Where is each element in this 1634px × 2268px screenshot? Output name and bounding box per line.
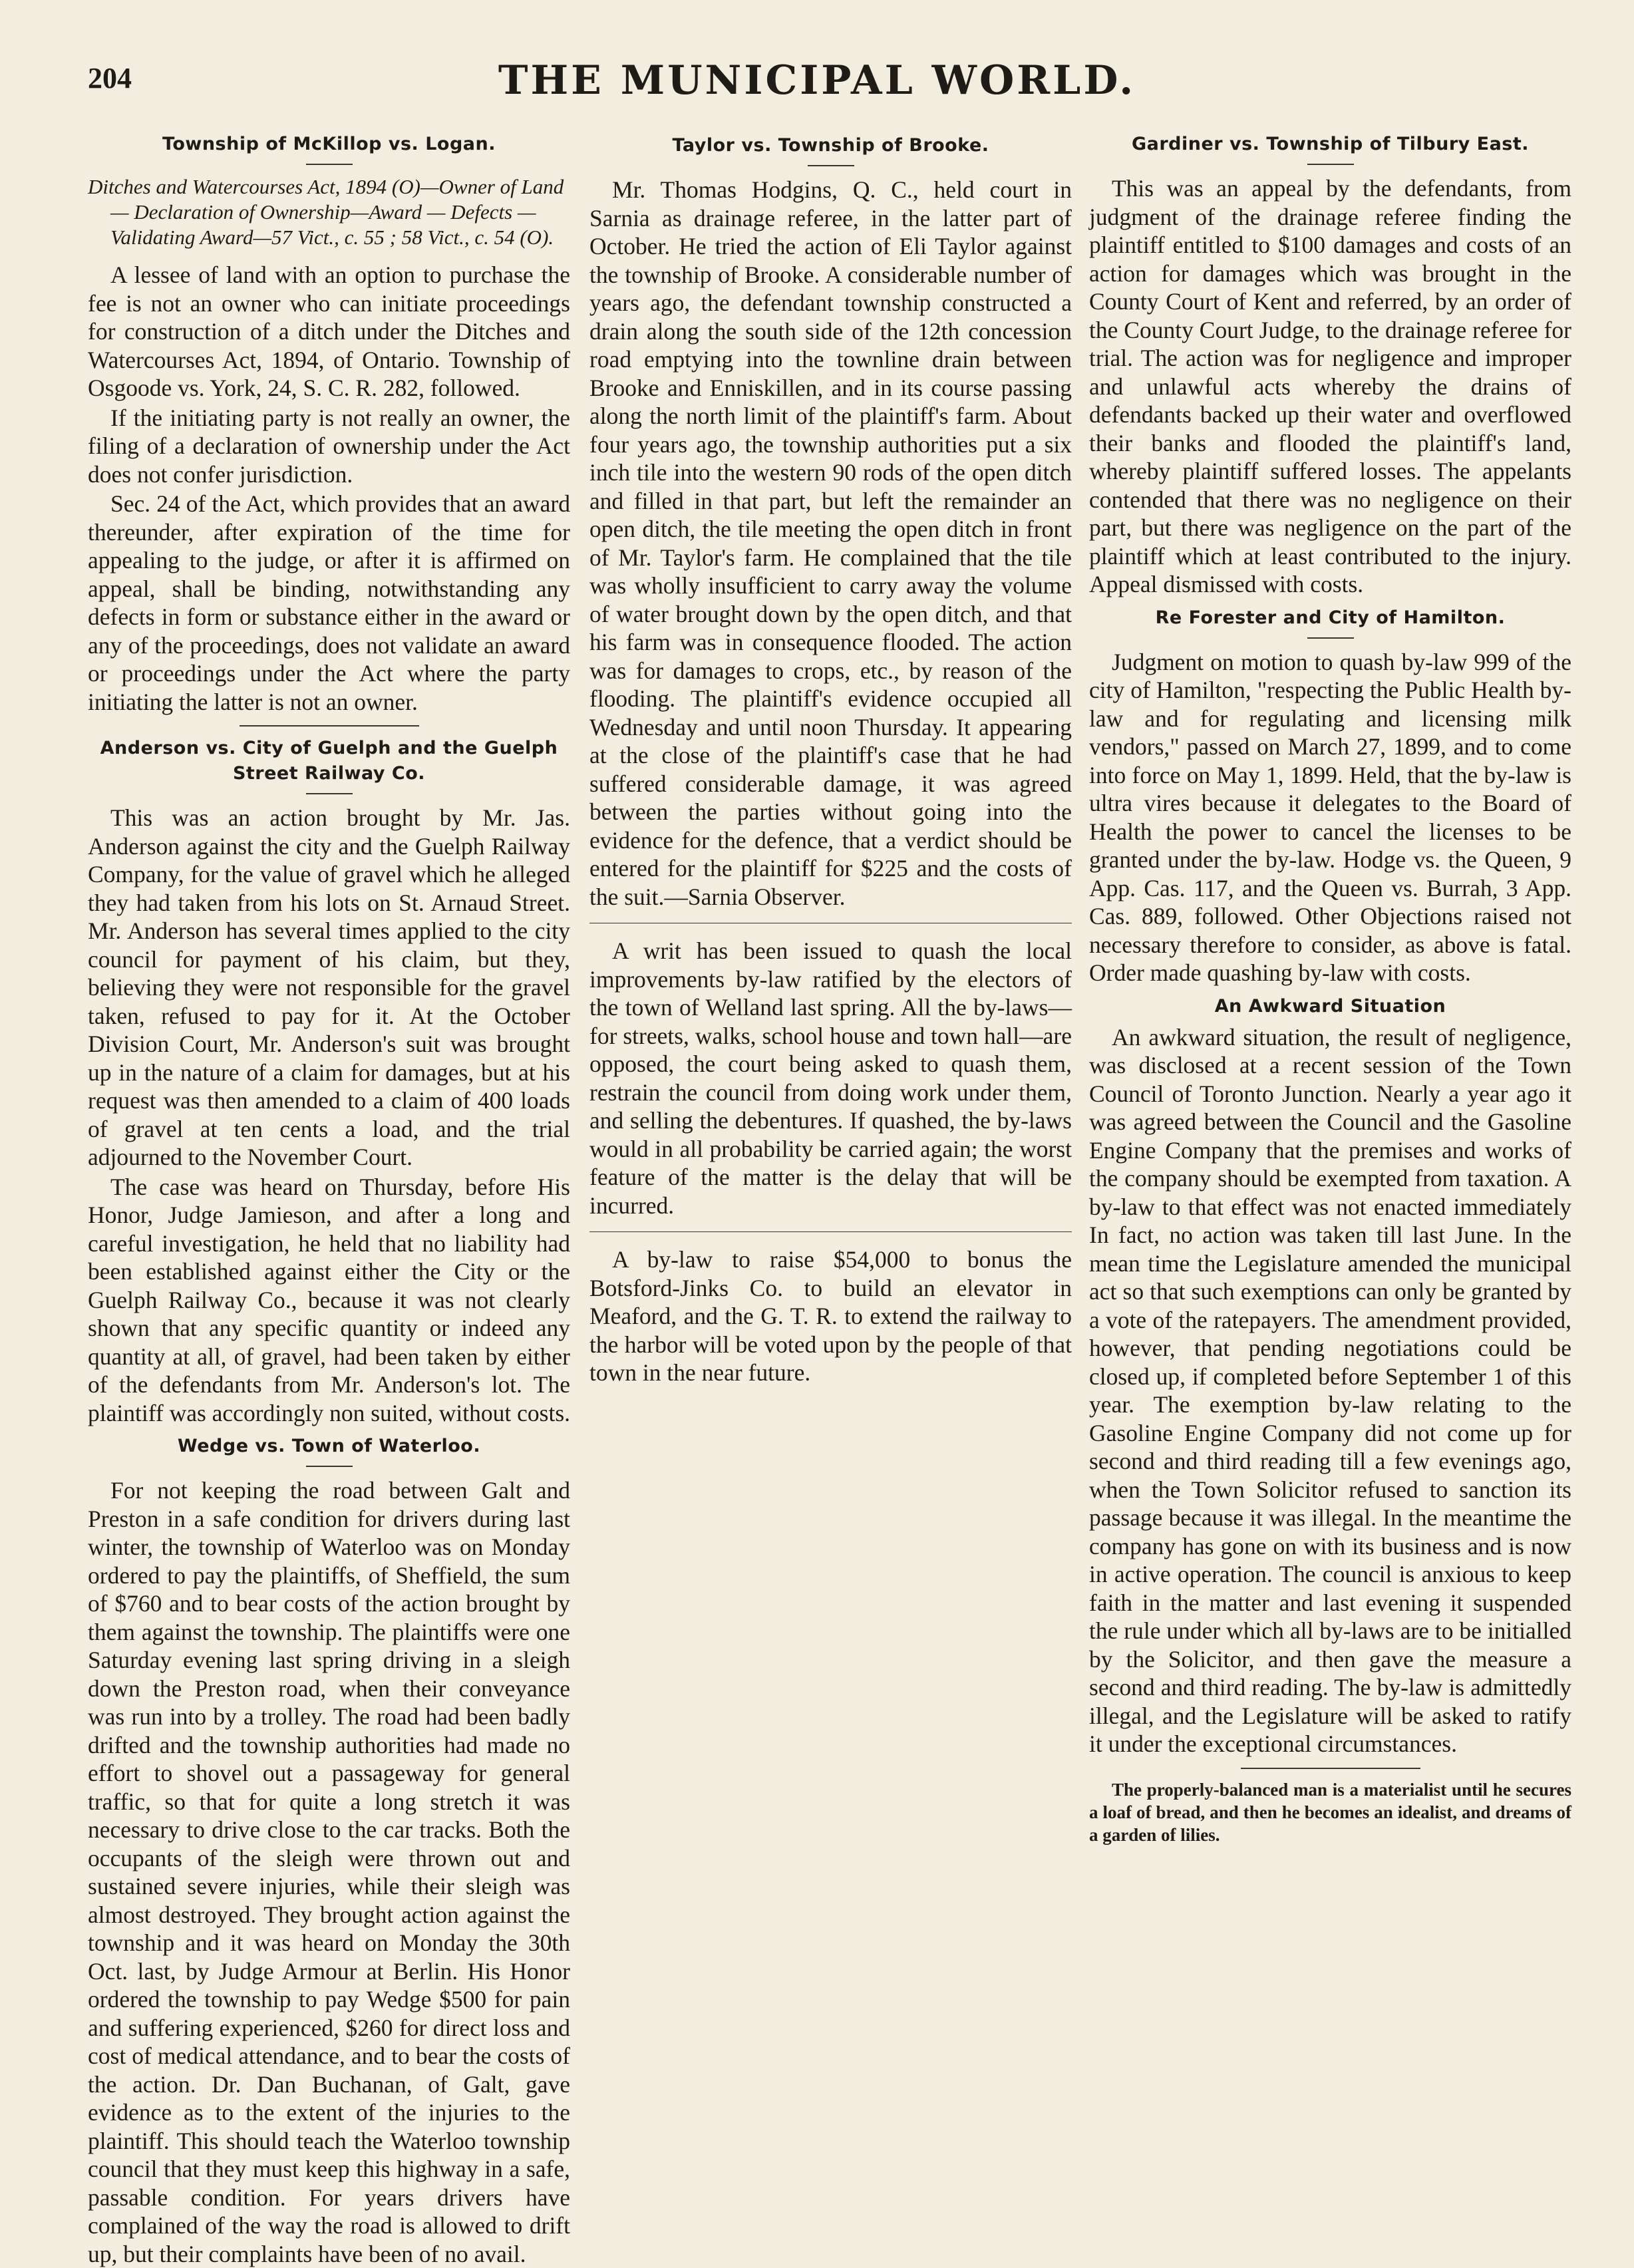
article-heading: Anderson vs. City of Guelph and the Guelph Street Railway Co.: [100, 738, 558, 784]
page-number: 204: [88, 62, 132, 94]
divider: [306, 793, 353, 794]
article-heading: Township of McKillop vs. Logan.: [162, 134, 496, 154]
paragraph: Sec. 24 of the Act, which provides that an award thereunder, after expiration of the time for appealing to the judge, or after it is affirmed on appeal, shall be binding, notwithstanding any defects in form or substance either in the award or any of the proceedings, does not validate an award or proceedings under the Act where the party initiating the latter is not an owner.: [88, 490, 570, 715]
paragraph: A writ has been issued to quash the local improvements by-law ratified by the electors of the town of Welland last spring. All the by-laws—for streets, walks, school house and town hall—are opposed, the court being asked to quash them, restrain the council from doing work under them, and selling the debentures. If quashed, the by-laws would in all probability be carried again; the worst feature of the matter is the delay that will be incurred.: [589, 937, 1072, 1219]
divider: [306, 164, 353, 165]
paragraph: This was an action brought by Mr. Jas. Anderson against the city and the Guelph Railway Company, for the value of gravel which he alleged they had taken from his lots on St. Arnaud Street. Mr. Anderson has several times applied to the city council for payment of his claim, but they, believing they were not responsible for the gravel taken, refused to pay for it. At the October Division Court, Mr. Anderson's suit was brought up in the nature of a claim for damages, but at his request was then amended to a claim of 400 loads of gravel at ten cents a load, and the trial adjourned to the November Court.: [88, 804, 570, 1170]
paragraph: An awkward situation, the result of negligence, was disclosed at a recent session of the Town Council of Toronto Junction. Nearly a year ago it was agreed between the Council and the Gasoline Engine Company that the premises and works of the company should be exempted from taxation. A by-law to that effect was not enacted immediately In fact, no action was taken till last June. In the mean time the Legislature amended the municipal act so that such exemptions can only be granted by a vote of the ratepayers. The amendment provided, however, that pending negotiations could be closed up, if completed before September 1 of this year. The exemption by-law relating to the Gasoline Engine Company did not come up for second and third reading till a few evenings ago, when the Town Solicitor refused to sanction its passage because it was illegal. In the meantime the company has gone on with its business and is now in active operation. The council is anxious to keep faith in the matter and last evening it suspended the rule under which all by-laws are to be initialled by the Solicitor, and then gave the measure a second and third reading. The by-law is admittedly illegal, and the Legislature will be asked to ratify it under the exceptional circumstances.: [1089, 1023, 1571, 1757]
paragraph: A by-law to raise $54,000 to bonus the Botsford-Jinks Co. to build an elevator in Meaford, and the G. T. R. to extend the railway to the harbor will be voted upon by the people of that town in the near future.: [589, 1246, 1072, 1386]
paragraph: A lessee of land with an option to purchase the fee is not an owner who can initiate proceedings for construction of a ditch under the Ditches and Watercourses Act, 1894, of Ontario. Township of Osgoode vs. York, 24, S. C. R. 282, followed.: [88, 261, 570, 401]
column-2: [589, 126, 1072, 1387]
paragraph: Mr. Thomas Hodgins, Q. C., held court in Sarnia as drainage referee, in the latter part of October. He tried the action of Eli Taylor against the township of Brooke. A considerable number of years ago, the defendant township constructed a drain along the south side of the 12th concession road emptying into the townline drain between Brooke and Enniskillen, and in its course passing along the north limit of the plaintiff's farm. About four years ago, the township authorities put a six inch tile into the western 90 rods of the open ditch and filled in that part, but left the remainder an open ditch, the tile meeting the open ditch in front of Mr. Taylor's farm. He complained that the tile was wholly insufficient to carry away the volume of water brought down by the open ditch, and that his farm was in consequence flooded. The action was for damages to crops, etc., by reason of the flooding. The plaintiff's evidence occupied all Wednesday and until noon Thursday. It appearing at the close of the plaintiff's case that he had suffered considerable damage, it was agreed between the parties without going into the evidence for the defence, that a verdict should be entered for the plaintiff for $225 and the costs of the suit.—Sarnia Observer.: [589, 176, 1072, 910]
column-1: [88, 125, 570, 2268]
paragraph: If the initiating party is not really an owner, the filing of a declaration of ownership under the Act does not confer jurisdiction.: [88, 404, 570, 488]
divider: [240, 725, 419, 727]
paragraph: Judgment on motion to quash by-law 999 of the city of Hamilton, "respecting the Public Health by-law and for regulating and licensing milk vendors," passed on March 27, 1899, and to come into force on May 1, 1899. Held, that the by-law is ultra vires because it delegates to the Board of Health the power to cancel the licenses to be granted under the by-law. Hodge vs. the Queen, 9 App. Cas. 117, and the Queen vs. Burrah, 3 App. Cas. 889, followed. Other Objections raised not necessary therefore to consider, as above is fatal. Order made quashing by-law with costs.: [1089, 648, 1571, 986]
divider: [1241, 1768, 1420, 1769]
article-subheading: Ditches and Watercourses Act, 1894 (O)—Owner of Land — Declaration of Ownership—Award — Defects — Validating Award—57 Vict., c. 55 ; 58 Vict., c. 54 (O).: [88, 175, 564, 249]
divider: [306, 1466, 353, 1467]
filler-note: The properly-balanced man is a materialist until he secures a loaf of bread, and then he becomes an idealist, and dreams of a garden of lilies.: [1089, 1779, 1571, 1845]
divider: [1307, 164, 1354, 165]
divider: [589, 1231, 1072, 1232]
paragraph: For not keeping the road between Galt and Preston in a safe condition for drivers during last winter, the township of Waterloo was on Monday ordered to pay the plaintiffs, of Sheffield, the sum of $760 and to bear costs of the action brought by them against the township. The plaintiffs were one Saturday evening last spring driving in a sleigh down the Preston road, when their conveyance was run into by a trolley. The road had been badly drifted and the township authorities had made no effort to shovel out a passageway for general traffic, so that for quite a long stretch it was necessary to drive close to the car tracks. Both the occupants of the sleigh were thrown out and sustained severe injuries, while their sleigh was almost destroyed. They brought action against the township and it was heard on Monday the 30th Oct. last, by Judge Armour at Berlin. His Honor ordered the township to pay Wedge $500 for pain and suffering experienced, $260 for direct loss and cost of medical attendance, and to bear the costs of the action. Dr. Dan Buchanan, of Galt, gave evidence as to the extent of the injuries to the plaintiff. This should teach the Waterloo township council that they must keep this highway in a safe, passable condition. For years drivers have complained of the way the road is allowed to drift up, but their complaints have been of no avail.: [88, 1477, 570, 2267]
article-heading: Gardiner vs. Township of Tilbury East.: [1131, 134, 1530, 154]
column-3: [1089, 125, 1571, 1846]
divider: [808, 165, 854, 166]
article-heading: Wedge vs. Town of Waterloo.: [177, 1436, 481, 1456]
article-heading: An Awkward Situation: [1214, 995, 1446, 1017]
paragraph: The case was heard on Thursday, before His Honor, Judge Jamieson, and after a long and careful investigation, he held that no liability had been established against either the City or the Guelph Railway Co., because it was not clearly shown that any specific quantity or indeed any quantity at all, of gravel, had been taken by either of the defendants from Mr. Anderson's lot. The plaintiff was accordingly non suited, without costs.: [88, 1173, 571, 1426]
paragraph: This was an appeal by the defendants, from judgment of the drainage referee finding the plaintiff entitled to $100 damages and costs of an action for damages which was brought in the County Court of Kent and referred, by an order of the County Court Judge, to the drainage referee for trial. The action was for negligence and improper and unlawful acts whereby the drains of defendants backed up their water and overflowed their banks and flooded the plaintiff's land, whereby plaintiff suffered losses. The appelants contended that there was no negligence on their part, but there was negligence on the part of the plaintiff which at least contributed to the injury. Appeal dismissed with costs.: [1089, 175, 1571, 597]
article-heading: Taylor vs. Township of Brooke.: [672, 135, 989, 156]
article-heading: Re Forester and City of Hamilton.: [1155, 607, 1506, 628]
masthead-title: THE MUNICIPAL WORLD.: [498, 57, 1136, 104]
divider: [1307, 637, 1354, 639]
